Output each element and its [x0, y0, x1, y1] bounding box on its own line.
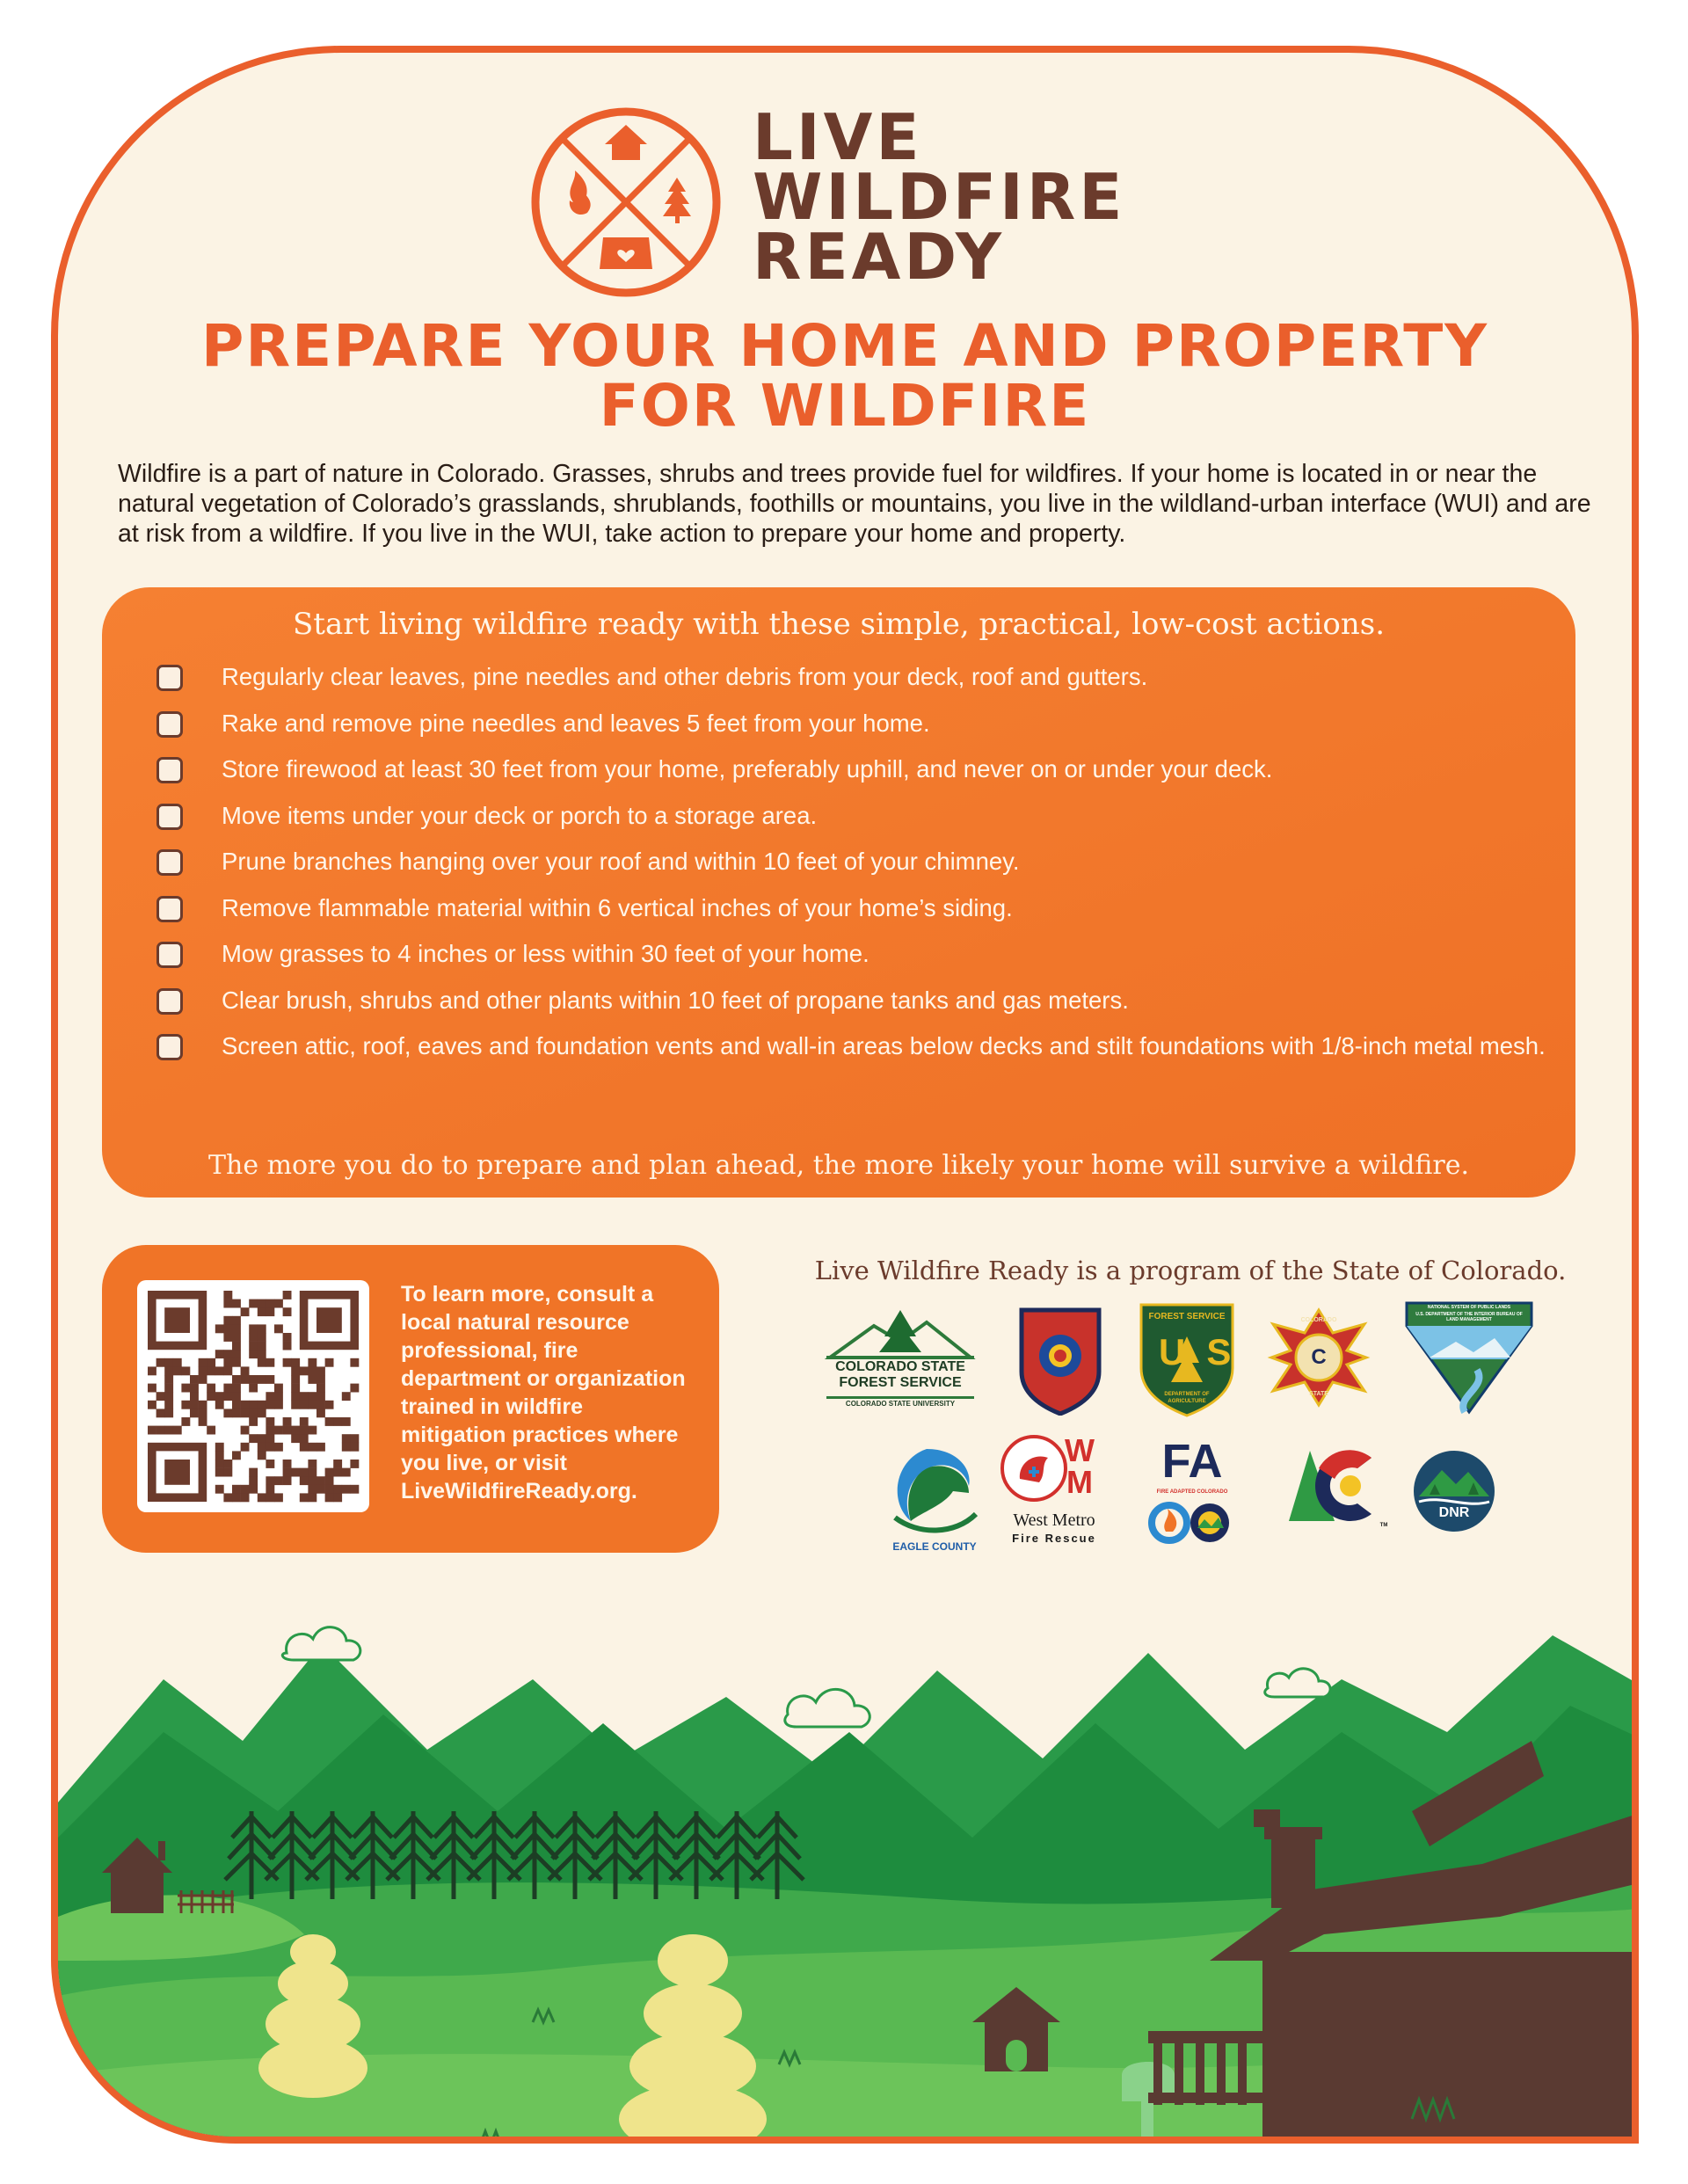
fire-adapted-colorado-logo — [1145, 1437, 1240, 1551]
program-statement: Live Wildfire Ready is a program of the State of Colorado. — [814, 1256, 1567, 1285]
fire-rescue-text: Fire Rescue — [1012, 1532, 1096, 1545]
checklist-item-text: Rake and remove pine needles and leaves 5 feet from your home. — [222, 709, 930, 737]
usfs-letters: US — [1159, 1331, 1253, 1372]
csfs-logo — [821, 1307, 979, 1412]
checkbox-icon[interactable] — [156, 988, 183, 1015]
checklist-item-text: Remove flammable material within 6 vertical inches of your home’s siding. — [222, 893, 1013, 921]
title-line-2: FOR WILDFIRE — [599, 372, 1091, 440]
eagle-county-logo — [877, 1440, 992, 1554]
fire-prevention-shield-icon — [1016, 1301, 1104, 1416]
checklist-item[interactable] — [156, 1032, 1546, 1060]
blm-logo — [1403, 1299, 1535, 1416]
qr-code[interactable] — [137, 1280, 369, 1512]
landscape-illustration — [58, 1547, 1639, 2144]
checklist-item-text: Regularly clear leaves, pine needles and other debris from your deck, roof and gutters. — [222, 663, 1148, 690]
dnr-logo — [1410, 1447, 1498, 1535]
checklist-item-text: Screen attic, roof, eaves and foundation vents and wall-in areas below decks and stilt foundations with 1/8-inch metal mesh. — [222, 1032, 1546, 1059]
checklist-footer: The more you do to prepare and plan ahead, the more likely your home will survive a wildfire. — [207, 1150, 1470, 1181]
live-wildfire-ready-emblem-icon — [529, 106, 723, 299]
west-metro-text: West Metro — [1013, 1511, 1095, 1530]
brand-line: WILDFIRE — [753, 160, 1126, 234]
checkbox-icon[interactable] — [156, 849, 183, 876]
checkbox-icon[interactable] — [156, 711, 183, 738]
colorado-fire-prevention-logo — [1016, 1301, 1104, 1416]
fa-letters: FA — [1161, 1435, 1223, 1488]
csfs-line-2: FOREST SERVICE — [839, 1375, 962, 1390]
qr-code-icon — [137, 1280, 369, 1512]
fa-circles-icon — [1145, 1498, 1240, 1551]
flyer-frame — [51, 46, 1639, 2144]
usfs-top-text: FOREST SERVICE — [1148, 1312, 1226, 1321]
checklist-item-text: Prune branches hanging over your roof and within 10 feet of your chimney. — [222, 848, 1020, 875]
title-line-1: PREPARE YOUR HOME AND PROPERTY — [200, 312, 1489, 380]
checkbox-icon[interactable] — [156, 896, 183, 922]
checklist-item[interactable] — [156, 940, 1546, 968]
checklist-item[interactable] — [156, 755, 1546, 783]
dnr-mountain-icon — [1410, 1447, 1498, 1535]
learn-more-card — [102, 1245, 719, 1553]
intro-paragraph: Wildfire is a part of nature in Colorado. Grasses, shrubs and trees provide fuel for wildfires. If your home is located in or near the natural vegetation of Colorado’s grasslands, shrublands, foothills or mountains, you live in the wildland-urban interface (WUI) and are at risk from a wildfire. If you live in the WUI, take action to prepare your home and property. — [118, 460, 1591, 548]
brand-line: READY — [753, 220, 1006, 294]
checklist-item[interactable] — [156, 848, 1546, 876]
checkbox-icon[interactable] — [156, 665, 183, 691]
west-metro-letters: WM — [1065, 1432, 1095, 1500]
checklist-item-text: Mow grasses to 4 inches or less within 30 feet of your home. — [222, 940, 869, 967]
checklist-item-text: Move items under your deck or porch to a storage area. — [222, 801, 818, 829]
fa-sub-text: FIRE ADAPTED COLORADO — [1156, 1489, 1228, 1495]
checkbox-icon[interactable] — [156, 1034, 183, 1060]
checkbox-icon[interactable] — [156, 804, 183, 830]
checklist-item[interactable] — [156, 710, 1546, 738]
brand-line: LIVE — [753, 100, 923, 174]
checklist-card — [102, 587, 1575, 1198]
eagle-county-text: EAGLE COUNTY — [892, 1540, 977, 1553]
csfs-line-1: COLORADO STATE — [835, 1359, 965, 1374]
checkbox-icon[interactable] — [156, 757, 183, 783]
brand-wordmark — [753, 100, 1245, 294]
checklist-item-text: Store firewood at least 30 feet from your home, preferably uphill, and never on or under your deck. — [222, 755, 1273, 783]
usfs-bottom-text: DEPARTMENT OF AGRICULTURE — [1164, 1392, 1210, 1404]
page-title — [58, 312, 1632, 440]
checklist-item-text: Clear brush, shrubs and other plants within 10 feet of propane tanks and gas meters. — [222, 986, 1129, 1014]
colorado-state-fire-logo — [1266, 1305, 1372, 1410]
checklist-item[interactable] — [156, 802, 1546, 830]
checklist-item[interactable] — [156, 663, 1546, 691]
eagle-icon — [877, 1440, 992, 1554]
checklist — [156, 663, 1546, 1079]
state-fire-bottom-text: STATE — [1309, 1391, 1328, 1397]
state-fire-top-text: COLORADO — [1300, 1317, 1337, 1323]
learn-more-text: To learn more, consult a local natural resource professional, fire department or organization trained in wildfire mitigation practices where you live, or visit LiveWildfireReady.org. — [401, 1282, 686, 1503]
west-metro-fire-logo — [997, 1433, 1111, 1551]
trademark-text: TM — [1379, 1523, 1388, 1528]
blm-sub-text: U.S. DEPARTMENT OF THE INTERIOR BUREAU OF LAND MANAGEMENT — [1415, 1312, 1523, 1322]
us-forest-service-logo — [1138, 1301, 1253, 1417]
colorado-state-logo — [1284, 1442, 1407, 1539]
dnr-text: DNR — [1438, 1505, 1470, 1520]
checklist-heading: Start living wildfire ready with these simple, practical, low-cost actions. — [293, 607, 1385, 642]
checklist-item[interactable] — [156, 986, 1546, 1015]
checklist-item[interactable] — [156, 894, 1546, 922]
csfs-line-3: COLORADO STATE UNIVERSITY — [845, 1400, 956, 1408]
blm-top-text: NATIONAL SYSTEM OF PUBLIC LANDS — [1427, 1305, 1511, 1310]
state-fire-letter: C — [1311, 1345, 1327, 1369]
checkbox-icon[interactable] — [156, 942, 183, 968]
